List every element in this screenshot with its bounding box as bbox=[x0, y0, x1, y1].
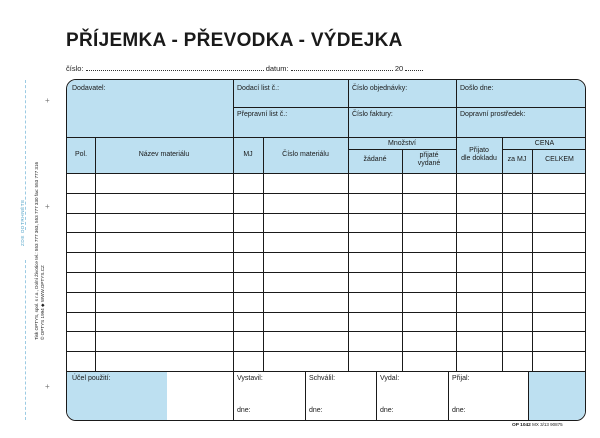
table-row-line bbox=[67, 232, 586, 233]
col-line-8 bbox=[532, 149, 533, 371]
cena-subline bbox=[502, 149, 586, 150]
table-row-line bbox=[67, 292, 586, 293]
cislo-faktury-label: Číslo faktury: bbox=[352, 111, 393, 118]
footer-end-cell bbox=[528, 371, 586, 421]
footer-divider-1 bbox=[233, 371, 234, 421]
col-cena: CENA bbox=[534, 140, 555, 147]
cislo-label: číslo: bbox=[66, 64, 84, 73]
table-bottom-line bbox=[67, 371, 586, 372]
datum-field[interactable] bbox=[291, 64, 393, 71]
table-row-line bbox=[67, 312, 586, 313]
col-prijato-line1: Přijato bbox=[469, 147, 489, 154]
col-prijate-line2: vydané bbox=[417, 160, 441, 167]
dopravni-prostredek-label: Dopravní prostředek: bbox=[460, 111, 526, 118]
col-pol: Pol. bbox=[74, 151, 88, 158]
table-row-line bbox=[67, 213, 586, 214]
col-line-2 bbox=[233, 137, 234, 371]
prepravni-list-label: Přepravní list č.: bbox=[237, 111, 288, 118]
header-block bbox=[67, 80, 586, 137]
table-row-line bbox=[67, 252, 586, 253]
number-date-line bbox=[66, 64, 423, 73]
form-table bbox=[66, 79, 586, 421]
form-code-rest: MX 3/13 90875 bbox=[532, 422, 563, 427]
table-row-line bbox=[67, 193, 586, 194]
footer-divider-4 bbox=[448, 371, 449, 421]
col-prijato bbox=[456, 147, 502, 163]
vydal-label: Vydal: bbox=[380, 375, 400, 382]
col-celkem: CELKEM bbox=[545, 156, 574, 163]
col-line-3 bbox=[263, 137, 264, 371]
col-line-1 bbox=[95, 137, 96, 371]
col-prijate bbox=[402, 152, 456, 168]
col-prijato-line2: dle dokladu bbox=[461, 155, 497, 162]
doslo-dne-label: Došlo dne: bbox=[460, 85, 494, 92]
schvalil-dne-label: dne: bbox=[309, 407, 323, 414]
table-row-line bbox=[67, 331, 586, 332]
cislo-objednavky-label: Číslo objednávky: bbox=[352, 85, 408, 92]
table-row-line bbox=[67, 351, 586, 352]
col-line-5 bbox=[402, 149, 403, 371]
vydal-dne-label: dne: bbox=[380, 407, 394, 414]
header-bottom-line bbox=[67, 137, 586, 138]
registration-mark-top: + bbox=[45, 96, 50, 105]
col-cislo-materialu: Číslo materiálu bbox=[282, 151, 329, 158]
footer-divider-5 bbox=[528, 371, 529, 421]
perforation-line-bottom bbox=[25, 260, 27, 420]
prijal-label: Přijal: bbox=[452, 375, 470, 382]
col-zadane: žádané bbox=[363, 156, 387, 163]
col-prijate-line1: přijaté bbox=[419, 152, 439, 159]
header-divider-2 bbox=[348, 80, 349, 137]
tear-here-text: ZDE ODTRHNĚTE bbox=[20, 199, 25, 246]
col-mnozstvi: Množství bbox=[387, 140, 416, 147]
header-mid-line bbox=[233, 107, 586, 108]
dodaci-list-label: Dodací list č.: bbox=[237, 85, 280, 92]
col-line-6 bbox=[456, 137, 457, 371]
printer-info bbox=[34, 162, 46, 340]
dodavatel-label: Dodavatel: bbox=[72, 85, 106, 92]
form-code-main: OP 1042 bbox=[512, 423, 531, 428]
footer-divider-3 bbox=[376, 371, 377, 421]
footer-divider-2 bbox=[305, 371, 306, 421]
col-za-mj: za MJ bbox=[507, 156, 527, 163]
printer-info-line2: © OPTYS 1994 ◆ WWW.OPTYS.CZ bbox=[40, 265, 45, 340]
year-field[interactable] bbox=[405, 64, 423, 71]
schvalil-label: Schválil: bbox=[309, 375, 336, 382]
header-divider-3 bbox=[456, 80, 457, 137]
registration-mark-mid: + bbox=[45, 202, 50, 211]
col-line-7 bbox=[502, 137, 503, 371]
vystavil-dne-label: dne: bbox=[237, 407, 251, 414]
cislo-field[interactable] bbox=[86, 64, 264, 71]
vystavil-label: Vystavil: bbox=[237, 375, 263, 382]
col-mj: MJ bbox=[243, 151, 253, 158]
perforation-line-top bbox=[25, 80, 27, 230]
prijal-dne-label: dne: bbox=[452, 407, 466, 414]
header-divider-1 bbox=[233, 80, 234, 137]
table-row-line bbox=[67, 272, 586, 273]
registration-mark-bottom: + bbox=[45, 382, 50, 391]
column-header-bottom-line bbox=[67, 173, 586, 174]
year-label: 20 bbox=[394, 64, 404, 73]
form-title: PŘÍJEMKA - PŘEVODKA - VÝDEJKA bbox=[66, 30, 403, 51]
col-line-4 bbox=[348, 137, 349, 371]
col-nazev: Název materiálu bbox=[138, 151, 190, 158]
ucel-label: Účel použití: bbox=[72, 375, 111, 382]
datum-label: datum: bbox=[265, 64, 289, 73]
printer-info-line1: Tisk OPTYS, spol. s r.o., Dolní Životice tel.: 553 777 363, 553 777 330 fax: 553 777 316 bbox=[34, 161, 39, 340]
form-code bbox=[512, 422, 563, 428]
